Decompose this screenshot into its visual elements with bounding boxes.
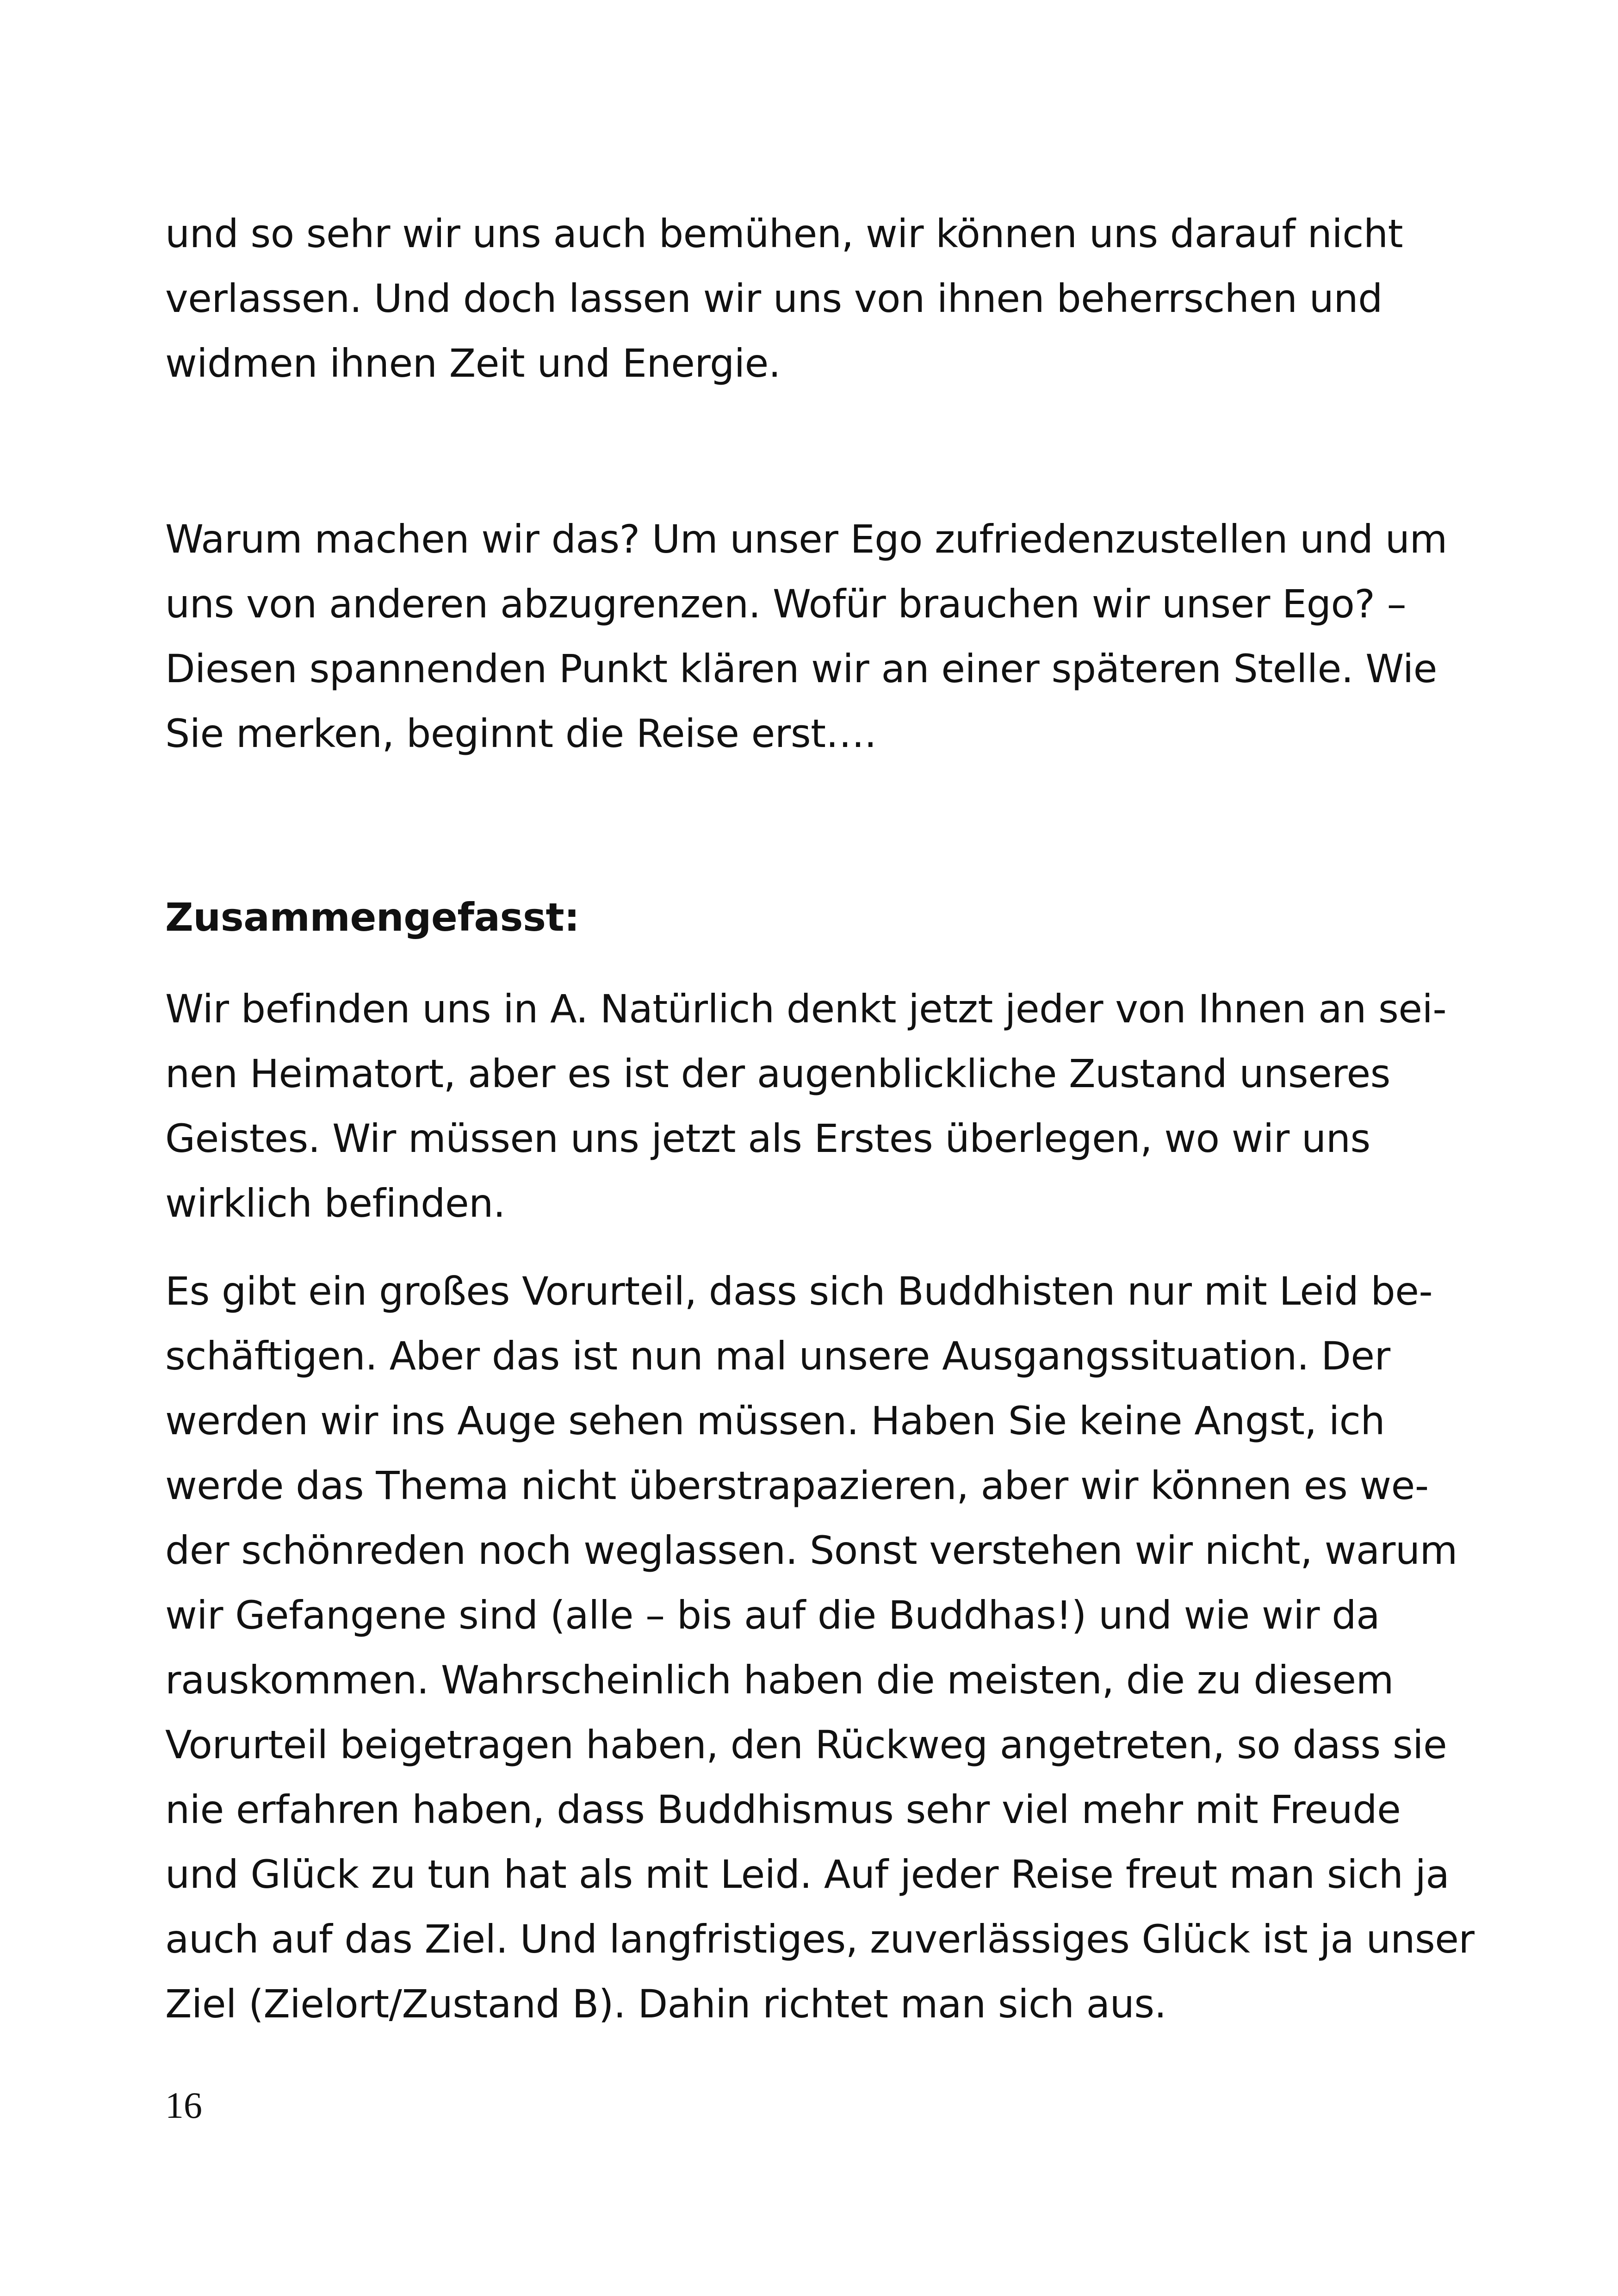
paragraph-line: nen Heimatort, aber es ist der augenblickliche Zustand unseres (165, 1051, 1390, 1096)
paragraph-line: wir Gefangene sind (alle – bis auf die Buddhas!) und wie wir da (165, 1593, 1380, 1638)
paragraph-line: Es gibt ein großes Vorurteil, dass sich Buddhisten nur mit Leid be- (165, 1269, 1433, 1314)
paragraph-line: wirklich befinden. (165, 1181, 506, 1226)
paragraph-line: verlassen. Und doch lassen wir uns von ihnen beherrschen und (165, 276, 1382, 321)
paragraph-2 (165, 507, 1451, 766)
paragraph-3 (165, 977, 1451, 1236)
paragraph-line: uns von anderen abzugrenzen. Wofür brauchen wir unser Ego? – (165, 581, 1407, 627)
paragraph-1 (165, 201, 1451, 396)
paragraph-line: Geistes. Wir müssen uns jetzt als Erstes überlegen, wo wir uns (165, 1116, 1370, 1161)
paragraph-line: Sie merken, beginnt die Reise erst…. (165, 711, 877, 756)
section-heading: Zusammengefasst: (165, 895, 580, 940)
paragraph-line: werde das Thema nicht überstrapazieren, aber wir können es we- (165, 1463, 1429, 1508)
paragraph-line: der schönreden noch weglassen. Sonst verstehen wir nicht, warum (165, 1528, 1457, 1573)
paragraph-4 (165, 1259, 1475, 2036)
paragraph-line: Ziel (Zielort/Zustand B). Dahin richtet man sich aus. (165, 1981, 1166, 2027)
paragraph-line: schäftigen. Aber das ist nun mal unsere Ausgangssituation. Der (165, 1333, 1390, 1379)
paragraph-line: und so sehr wir uns auch bemühen, wir können uns darauf nicht (165, 211, 1403, 256)
page-number: 16 (165, 2085, 202, 2126)
paragraph-line: Wir befinden uns in A. Natürlich denkt jetzt jeder von Ihnen an sei- (165, 986, 1447, 1032)
paragraph-line: rauskommen. Wahrscheinlich haben die meisten, die zu diesem (165, 1657, 1394, 1703)
paragraph-line: Warum machen wir das? Um unser Ego zufriedenzustellen und um (165, 516, 1447, 562)
paragraph-line: widmen ihnen Zeit und Energie. (165, 341, 781, 386)
paragraph-line: Diesen spannenden Punkt klären wir an einer späteren Stelle. Wie (165, 646, 1437, 691)
paragraph-line: und Glück zu tun hat als mit Leid. Auf jeder Reise freut man sich ja (165, 1852, 1450, 1897)
paragraph-line: nie erfahren haben, dass Buddhismus sehr viel mehr mit Freude (165, 1787, 1401, 1832)
paragraph-line: auch auf das Ziel. Und langfristiges, zuverlässiges Glück ist ja unser (165, 1916, 1475, 1962)
paragraph-line: werden wir ins Auge sehen müssen. Haben Sie keine Angst, ich (165, 1398, 1385, 1444)
paragraph-line: Vorurteil beigetragen haben, den Rückweg angetreten, so dass sie (165, 1722, 1447, 1767)
